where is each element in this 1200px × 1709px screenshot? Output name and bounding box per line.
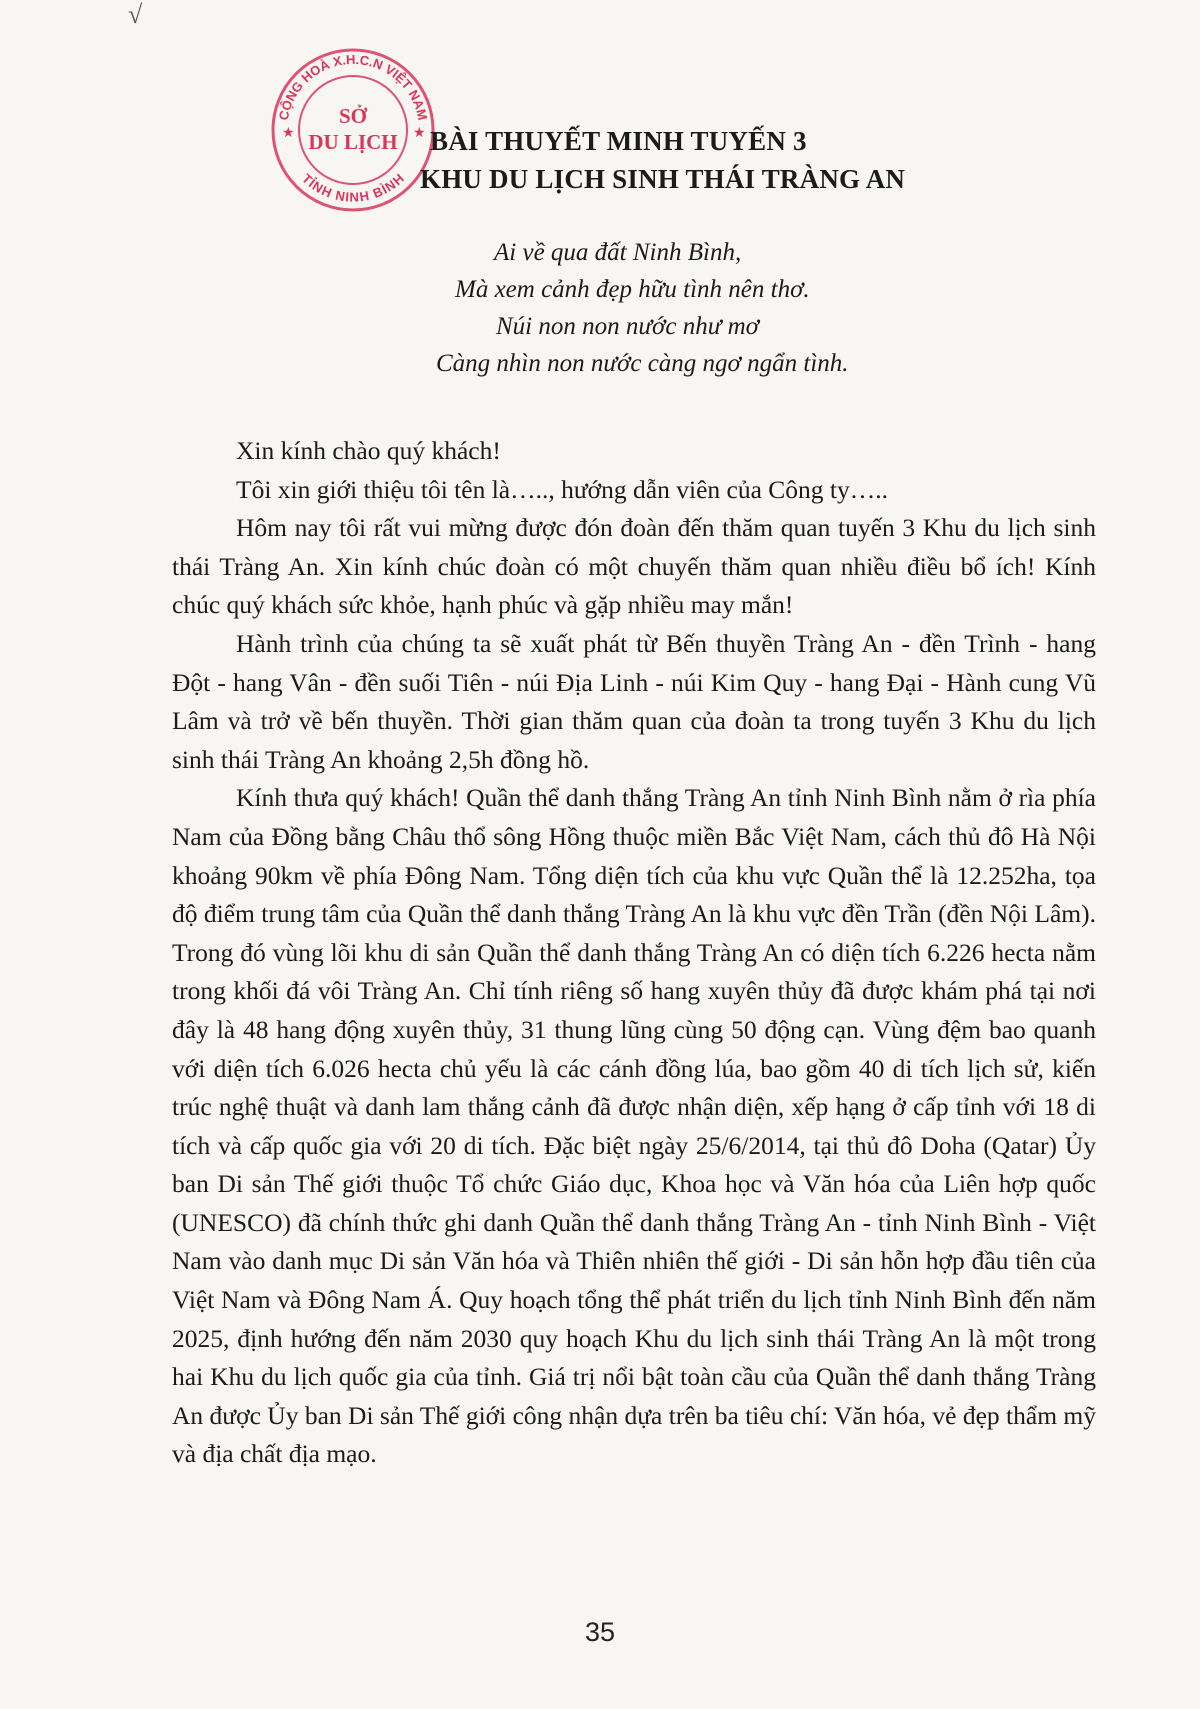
stamp-ring-text: CỘNG HOÀ X.H.C.N VIỆT NAM: [275, 51, 431, 122]
document-title: [420, 122, 940, 198]
paragraph: Xin kính chào quý khách!: [236, 436, 501, 465]
stamp-center-line1: SỞ: [338, 104, 368, 128]
body-text: [172, 432, 1096, 1474]
title-line-2: KHU DU LỊCH SINH THÁI TRÀNG AN: [420, 164, 906, 194]
poem-line: Càng nhìn non nước càng ngơ ngẩn tình.: [436, 350, 849, 377]
paragraph: Tôi xin giới thiệu tôi tên là….., hướng dẫn viên của Công ty…..: [236, 474, 888, 504]
paragraph: Hôm nay tôi rất vui mừng được đón đoàn đến thăm quan tuyến 3 Khu du lịch sinh thái Tràng An. Xin kính chúc đoàn có một chuyến thăm quan nhiều điều bổ ích! Kính chúc quý khách sức khỏe, hạnh phúc và gặp nhiều may mắn!: [172, 513, 1096, 620]
poem-line: Núi non non nước như mơ: [496, 313, 759, 340]
stamp-star-right-icon: ★: [413, 126, 426, 141]
poem: [0, 234, 1200, 382]
paragraph: Hành trình của chúng ta sẽ xuất phát từ Bến thuyền Tràng An - đền Trình - hang Đột - hang Vân - đền suối Tiên - núi Địa Linh - núi Kim Quy - hang Đại - Hành cung Vũ Lâm và trở về bến thuyền. Thời gian thăm quan của đoàn ta trong tuyến 3 Khu du lịch sinh thái Tràng An khoảng 2,5h đồng hồ.: [172, 628, 1096, 774]
stamp-star-left-icon: ★: [282, 126, 295, 141]
paragraph: Kính thưa quý khách! Quần thể danh thắng Tràng An tỉnh Ninh Bình nằm ở rìa phía Nam của Đồng bằng Châu thổ sông Hồng thuộc miền Bắc Việt Nam, cách thủ đô Hà Nội khoảng 90km về phía Đông Nam. Tổng diện tích của khu vực Quần thể là 12.252ha, tọa độ điểm trung tâm của Quần thể danh thắng Tràng An là khu vực đền Trần (đền Nội Lâm). Trong đó vùng lõi khu di sản Quần thể danh thắng Tràng An có diện tích 6.226 hecta nằm trong khối đá vôi Tràng An. Chỉ tính riêng số hang xuyên thủy đã được khám phá tại nơi đây là 48 hang động xuyên thủy, 31 thung lũng cùng 50 động cạn. Vùng đệm bao quanh với diện tích 6.026 hecta chủ yếu là các cánh đồng lúa, bao gồm 40 di tích lịch sử, kiến trúc nghệ thuật và danh lam thắng cảnh đã được nhận diện, xếp hạng ở cấp tỉnh với 18 di tích và cấp quốc gia với 20 di tích. Đặc biệt ngày 25/6/2014, tại thủ đô Doha (Qatar) Ủy ban Di sản Thế giới thuộc Tổ chức Giáo dục, Khoa học và Văn hóa của Liên hợp quốc (UNESCO) đã chính thức ghi danh Quần thể danh thắng Tràng An - tỉnh Ninh Bình - Việt Nam vào danh mục Di sản Văn hóa và Thiên nhiên thế giới - Di sản hỗn hợp đầu tiên của Việt Nam và Đông Nam Á. Quy hoạch tổng thể phát triển du lịch tỉnh Ninh Bình đến năm 2025, định hướng đến năm 2030 quy hoạch Khu du lịch sinh thái Tràng An là một trong hai Khu du lịch quốc gia của tỉnh. Giá trị nổi bật toàn cầu của Quần thể danh thắng Tràng An được Ủy ban Di sản Thế giới công nhận dựa trên ba tiêu chí: Văn hóa, vẻ đẹp thẩm mỹ và địa chất địa mạo.: [172, 783, 1096, 1469]
poem-line: Ai về qua đất Ninh Bình,: [494, 239, 742, 266]
page-number: 35: [584, 1617, 616, 1647]
official-stamp: [268, 45, 438, 215]
stamp-center-line2: DU LỊCH: [308, 130, 398, 154]
stamp-bottom-text: TỈNH NINH BÌNH: [299, 170, 407, 205]
poem-line: Mà xem cảnh đẹp hữu tình nên thơ.: [455, 276, 810, 303]
title-line-1: BÀI THUYẾT MINH TUYẾN 3: [430, 126, 807, 156]
corner-mark: √: [128, 0, 143, 29]
